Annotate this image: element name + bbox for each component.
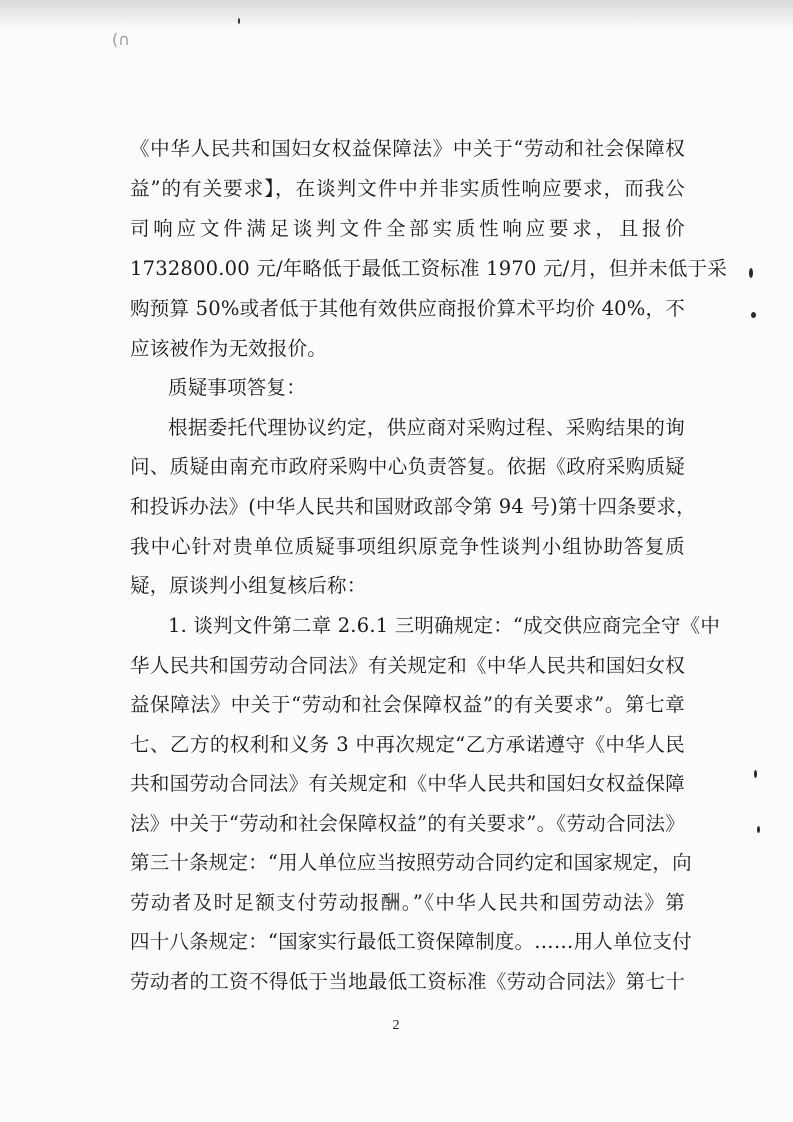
page-number: 2 bbox=[392, 1018, 400, 1033]
paragraph-line: 疑，原谈判小组复核后称： bbox=[130, 574, 367, 597]
paragraph-line: 法》中关于“劳动和社会保障权益”的有关要求”。《劳动合同法》 bbox=[130, 812, 685, 835]
paragraph-line: 劳动者的工资不得低于当地最低工资标准《劳动合同法》第七十 bbox=[130, 970, 685, 993]
paragraph-line: 1. 谈判文件第二章 2.6.1 三明确规定：“成交供应商完全守《中 bbox=[168, 614, 721, 637]
paragraph-line: 益保障法》中关于“劳动和社会保障权益”的有关要求”。第七章 bbox=[130, 693, 685, 716]
scan-edge-shadow bbox=[0, 0, 793, 30]
paragraph-line: 《中华人民共和国妇女权益保障法》中关于“劳动和社会保障权 bbox=[130, 137, 685, 160]
scan-speck bbox=[754, 770, 757, 778]
paragraph-line: 根据委托代理协议约定，供应商对采购过程、采购结果的询 bbox=[168, 416, 685, 439]
scan-speck bbox=[238, 18, 240, 24]
paragraph-line: 七、乙方的权利和义务 3 中再次规定“乙方承诺遵守《中华人民 bbox=[130, 733, 685, 756]
paragraph-line: 应该被作为无效报价。 bbox=[130, 337, 328, 360]
paragraph-line: 益”的有关要求】，在谈判文件中并非实质性响应要求，而我公 bbox=[130, 177, 685, 200]
scan-speck bbox=[757, 826, 760, 833]
section-heading: 质疑事项答复： bbox=[168, 376, 306, 399]
paragraph-line: 我中心针对贵单位质疑事项组织原竞争性谈判小组协助答复质 bbox=[130, 535, 685, 558]
scan-speck bbox=[749, 268, 753, 278]
paragraph-line: 司响应文件满足谈判文件全部实质性响应要求，且报价 bbox=[130, 217, 685, 240]
corner-handwritten-mark: (∩ bbox=[112, 30, 130, 49]
paragraph-line: 购预算 50%或者低于其他有效供应商报价算术平均价 40%，不 bbox=[130, 297, 685, 320]
paragraph-line: 四十八条规定：“国家实行最低工资保障制度。……用人单位支付 bbox=[130, 930, 692, 953]
paragraph-line: 1732800.00 元/年略低于最低工资标准 1970 元/月，但并未低于采 bbox=[130, 257, 728, 280]
paragraph-line: 劳动者及时足额支付劳动报酬。”《中华人民共和国劳动法》第 bbox=[130, 891, 685, 914]
paragraph-line: 第三十条规定：“用人单位应当按照劳动合同约定和国家规定，向 bbox=[130, 851, 692, 874]
scan-speck bbox=[751, 312, 756, 318]
paragraph-line: 共和国劳动合同法》有关规定和《中华人民共和国妇女权益保障 bbox=[130, 772, 685, 795]
paragraph-line: 问、质疑由南充市政府采购中心负责答复。依据《政府采购质疑 bbox=[130, 455, 685, 478]
paragraph-line: 华人民共和国劳动合同法》有关规定和《中华人民共和国妇女权 bbox=[130, 654, 685, 677]
paragraph-line: 和投诉办法》(中华人民共和国财政部令第 94 号)第十四条要求， bbox=[130, 495, 696, 518]
